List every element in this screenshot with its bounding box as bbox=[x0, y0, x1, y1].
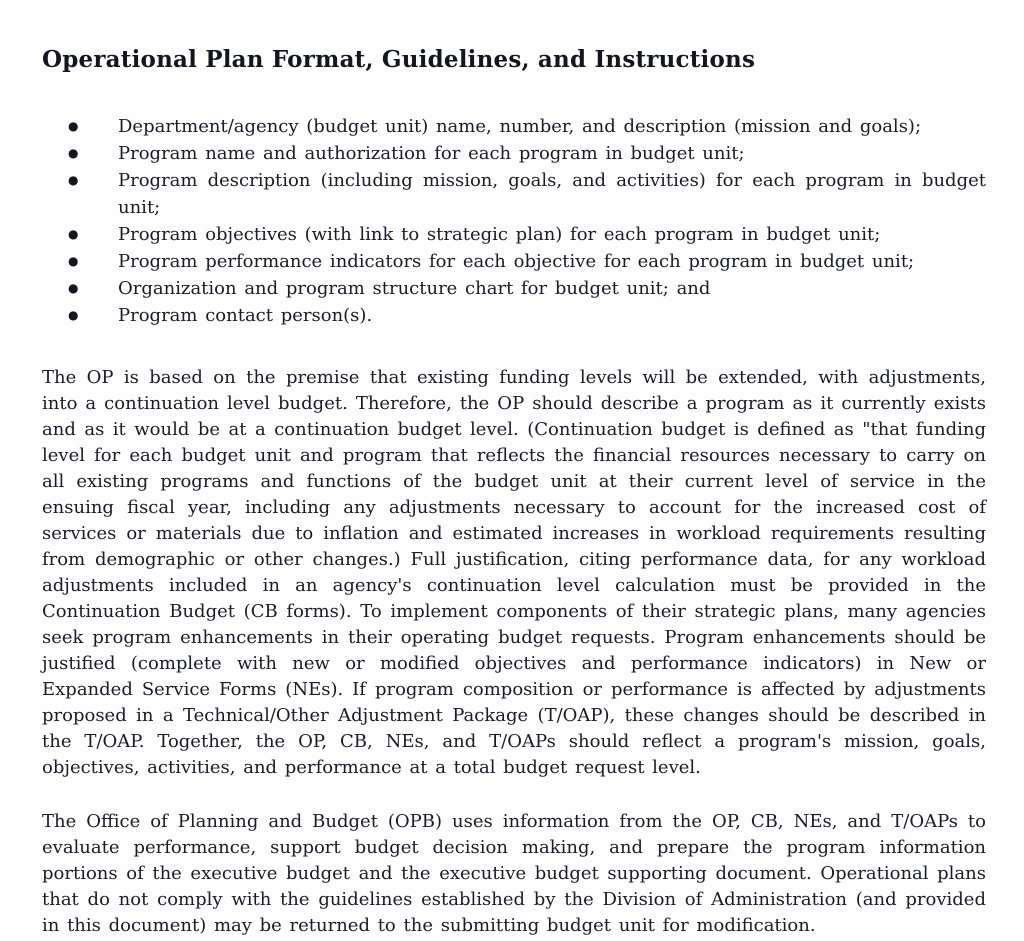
bullet-item bbox=[68, 167, 986, 221]
bullet-item bbox=[68, 302, 986, 329]
bullet-item-text: Department/agency (budget unit) name, number, and description (mission and goals); bbox=[118, 116, 922, 137]
bullet-dot-icon: ● bbox=[68, 173, 79, 187]
bullet-item-text: Program name and authorization for each program in budget unit; bbox=[118, 143, 745, 164]
bullet-dot-icon: ● bbox=[68, 119, 79, 133]
bullet-item-text: Organization and program structure chart for budget unit; and bbox=[118, 278, 711, 299]
bullet-item bbox=[68, 113, 986, 140]
bullet-list bbox=[42, 113, 986, 329]
bullet-item bbox=[68, 275, 986, 302]
bullet-dot-icon: ● bbox=[68, 281, 79, 295]
bullet-item-text: Program contact person(s). bbox=[118, 305, 373, 326]
bullet-dot-icon: ● bbox=[68, 227, 79, 241]
bullet-item bbox=[68, 248, 986, 275]
paragraph-op-premise: The OP is based on the premise that existing funding levels will be extended, with adjustments, into a continuation level budget. Therefore, the OP should describe a program as it currently exists and as it would be at a continuation budget level. (Continuation budget is defined as "that funding level for each budget unit and program that reflects the financial resources necessary to carry on all existing programs and functions of the budget unit at their current level of service in the ensuing fiscal year, including any adjustments necessary to account for the increased cost of services or materials due to inflation and estimated increases in workload requirements resulting from demographic or other changes.) Full justification, citing performance data, for any workload adjustments included in an agency's continuation level calculation must be provided in the Continuation Budget (CB forms). To implement components of their strategic plans, many agencies seek program enhancements in their operating budget requests. Program enhancements should be justified (complete with new or modified objectives and performance indicators) in New or Expanded Service Forms (NEs). If program composition or performance is affected by adjustments proposed in a Technical/Other Adjustment Package (T/OAP), these changes should be described in the T/OAP. Together, the OP, CB, NEs, and T/OAPs should reflect a program's mission, goals, objectives, activities, and performance at a total budget request level. bbox=[42, 367, 986, 778]
paragraph-opb-usage: The Office of Planning and Budget (OPB) uses information from the OP, CB, NEs, and T/OAPs to evaluate performance, support budget decision making, and prepare the program information portions of the executive budget and the executive budget supporting document. Operational plans that do not comply with the guidelines established by the Division of Administration (and provided in this document) may be returned to the submitting budget unit for modification. bbox=[42, 811, 986, 936]
bullet-dot-icon: ● bbox=[68, 254, 79, 268]
bullet-item-text: Program objectives (with link to strategic plan) for each program in budget unit; bbox=[118, 224, 881, 245]
bullet-item bbox=[68, 221, 986, 248]
page-title: Operational Plan Format, Guidelines, and Instructions bbox=[42, 46, 756, 73]
bullet-item bbox=[68, 140, 986, 167]
bullet-dot-icon: ● bbox=[68, 146, 79, 160]
bullet-dot-icon: ● bbox=[68, 308, 79, 322]
bullet-item-text: Program description (including mission, goals, and activities) for each program in budget unit; bbox=[118, 170, 986, 218]
bullet-item-text: Program performance indicators for each objective for each program in budget unit; bbox=[118, 251, 915, 272]
